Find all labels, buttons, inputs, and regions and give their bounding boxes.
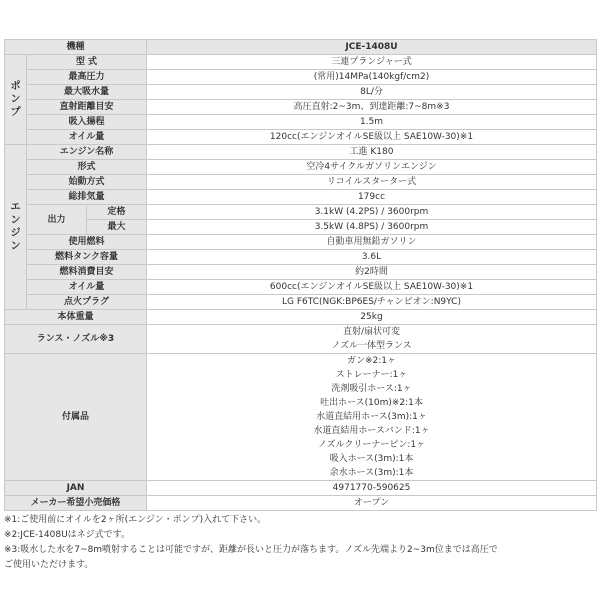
lance-label: ランス・ノズル※3 (5, 325, 147, 354)
weight-value: 25kg (147, 310, 597, 325)
row-value: 3.6L (147, 250, 597, 265)
footnotes (4, 513, 596, 573)
row-label: 最大吸水量 (27, 85, 147, 100)
row-value: 空冷4サイクルガソリンエンジン (147, 160, 597, 175)
table-row (5, 100, 597, 115)
row-value: 8L/分 (147, 85, 597, 100)
row-label: オイル量 (27, 280, 147, 295)
model-value: JCE-1408U (147, 40, 597, 55)
accessory-item: ノズルクリーナーピン:1ヶ (317, 440, 426, 450)
row-value: 三連プランジャー式 (147, 55, 597, 70)
footnote: ※1:ご使用前にオイルを2ヶ所(エンジン・ポンプ)入れて下さい。 (4, 515, 267, 525)
engine-category (5, 145, 27, 310)
footnote: ※2:JCE-1408Uはネジ式です。 (4, 530, 130, 540)
table-row (5, 496, 597, 511)
jan-value: 4971770-590625 (147, 481, 597, 496)
table-row (5, 481, 597, 496)
row-label: 使用燃料 (27, 235, 147, 250)
accessory-item: ガン※2:1ヶ (346, 356, 397, 366)
pump-category-label: ポンプ (10, 81, 21, 118)
table-row (5, 205, 597, 220)
row-value: リコイルスターター式 (147, 175, 597, 190)
row-value: 工進 K180 (147, 145, 597, 160)
table-row (5, 190, 597, 205)
table-row (5, 250, 597, 265)
row-value: 179cc (147, 190, 597, 205)
output-rated-value: 3.1kW (4.2PS) / 3600rpm (147, 205, 597, 220)
footnote: ※3:吸水した水を7~8m噴射することは可能ですが、距離が長いと圧力が落ちます。ノズル先端より2~3m位までは高圧で (4, 545, 498, 555)
row-label: 吸入揚程 (27, 115, 147, 130)
table-row (5, 235, 597, 250)
table-row (5, 85, 597, 100)
table-row (5, 175, 597, 190)
table-row (5, 115, 597, 130)
table-row (5, 354, 597, 481)
engine-category-label: エンジン (10, 202, 21, 252)
header-row (5, 40, 597, 55)
accessories-list (147, 354, 597, 481)
row-value: 600cc(エンジンオイルSE級以上 SAE10W-30)※1 (147, 280, 597, 295)
jan-label: JAN (5, 481, 147, 496)
table-row (5, 265, 597, 280)
table-row (5, 145, 597, 160)
table-row (5, 310, 597, 325)
model-label: 機種 (5, 40, 147, 55)
table-row (5, 295, 597, 310)
accessory-item: 水道直結用ホースバンド:1ヶ (313, 426, 430, 436)
row-label: 燃料タンク容量 (27, 250, 147, 265)
accessory-item: 吸入ホース(3m):1本 (329, 454, 414, 464)
spec-table (4, 39, 597, 511)
row-label: 燃料消費目安 (27, 265, 147, 280)
row-value: 高圧直射:2~3m、到達距離:7~8m※3 (147, 100, 597, 115)
table-row (5, 130, 597, 145)
row-value: 1.5m (147, 115, 597, 130)
footnote: ご使用いただけます。 (4, 560, 94, 570)
row-value: LG F6TC(NGK:BP6ES/チャンピオン:N9YC) (147, 295, 597, 310)
lance-value (147, 325, 597, 354)
table-row (5, 70, 597, 85)
row-label: 型 式 (27, 55, 147, 70)
price-value: オープン (147, 496, 597, 511)
accessory-item: 水道直結用ホース(3m):1ヶ (316, 412, 427, 422)
output-max-label: 最大 (87, 220, 147, 235)
row-label: 点火プラグ (27, 295, 147, 310)
row-label: 始動方式 (27, 175, 147, 190)
table-row (5, 160, 597, 175)
table-row (5, 325, 597, 354)
table-row (5, 280, 597, 295)
table-row (5, 220, 597, 235)
price-label: メーカー希望小売価格 (5, 496, 147, 511)
accessory-item: 吐出ホース(10m)※2:1本 (320, 398, 423, 408)
spec-sheet (4, 39, 596, 573)
row-value: 約2時間 (147, 265, 597, 280)
row-label: エンジン名称 (27, 145, 147, 160)
accessory-item: ストレーナー:1ヶ (335, 370, 408, 380)
row-label: オイル量 (27, 130, 147, 145)
row-value: 120cc(エンジンオイルSE級以上 SAE10W-30)※1 (147, 130, 597, 145)
row-label: 総排気量 (27, 190, 147, 205)
table-row (5, 55, 597, 70)
pump-category (5, 55, 27, 145)
row-label: 直射距離目安 (27, 100, 147, 115)
accessory-item: 余水ホース(3m):1本 (329, 468, 414, 478)
row-value: (常用)14MPa(140kgf/cm2) (147, 70, 597, 85)
output-label: 出力 (27, 205, 87, 235)
lance-value-line: ノズル一体型ランス (331, 341, 412, 351)
row-label: 最高圧力 (27, 70, 147, 85)
row-value: 自動車用無鉛ガソリン (147, 235, 597, 250)
output-max-value: 3.5kW (4.8PS) / 3600rpm (147, 220, 597, 235)
row-label: 形式 (27, 160, 147, 175)
accessories-label: 付属品 (5, 354, 147, 481)
accessory-item: 洗剤吸引ホース:1ヶ (331, 384, 412, 394)
output-rated-label: 定格 (87, 205, 147, 220)
lance-value-line: 直射/扇状可変 (342, 327, 401, 337)
weight-label: 本体重量 (5, 310, 147, 325)
